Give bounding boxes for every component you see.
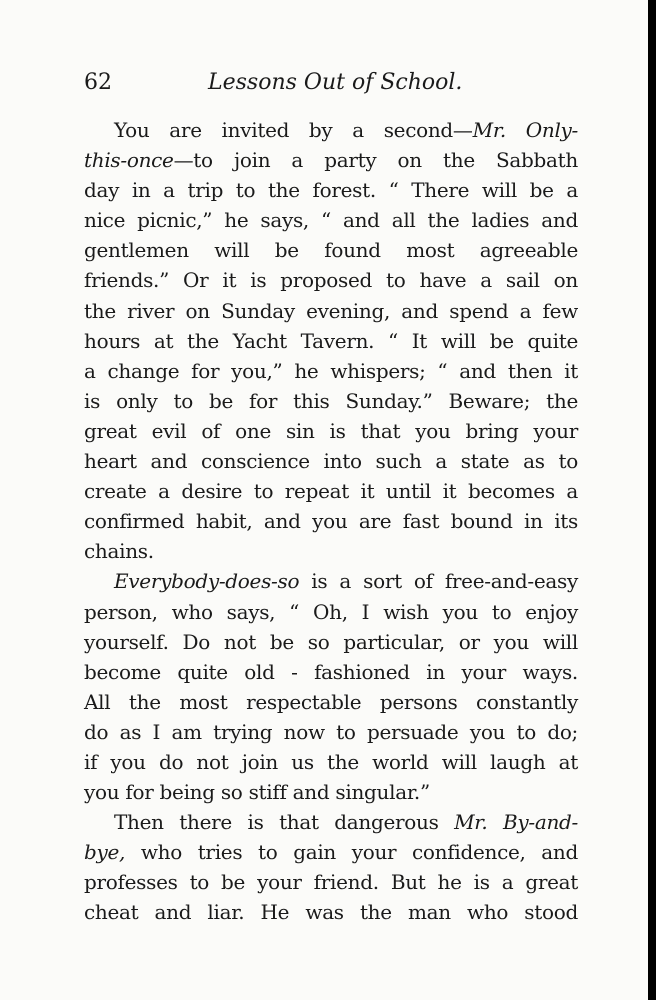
running-head: [84, 64, 574, 104]
line-text: great evil of one sin is that you bring your: [84, 418, 578, 443]
line-text: chains.: [84, 539, 154, 564]
line-text: confirmed habit, and you are fast bound in its: [84, 509, 578, 534]
text-line: [84, 235, 578, 265]
text-line: [84, 296, 578, 326]
text-line: [84, 115, 578, 145]
text-line: [84, 687, 578, 717]
line-text: do as I am trying now to persuade you to do;: [84, 719, 578, 744]
text-line: [84, 446, 578, 476]
line-text: You are invited by a second—: [114, 118, 473, 142]
text-line: [84, 506, 578, 536]
line-text: day in a trip to the forest. “ There will be a: [84, 178, 578, 203]
text-line: [84, 536, 578, 566]
line-text: create a desire to repeat it until it becomes a: [84, 479, 578, 504]
line-text: a change for you,” he whispers; “ and then it: [84, 358, 578, 383]
line-text: is a sort of free-and-easy: [299, 569, 578, 594]
line-text: nice picnic,” he says, “ and all the ladies and: [84, 208, 578, 233]
text-line: [84, 897, 578, 927]
line-text: become quite old - fashioned in your ways.: [84, 659, 578, 684]
text-line: [84, 867, 578, 897]
text-line: [84, 777, 578, 807]
running-title: Lessons Out of School.: [208, 70, 463, 95]
text-line: [84, 627, 578, 657]
line-text: who tries to gain your confidence, and: [125, 840, 578, 865]
text-line: [84, 807, 578, 837]
text-line: [84, 566, 578, 596]
text-line: [84, 717, 578, 747]
italic-phrase: Mr. By-and-: [454, 810, 578, 835]
italic-phrase: Mr. Only-: [472, 118, 578, 142]
line-text: —to join a party on the Sabbath: [173, 148, 578, 173]
text-line: [84, 416, 578, 446]
line-text: friends.” Or it is proposed to have a sail on: [84, 268, 578, 293]
line-text: All the most respectable persons constantly: [84, 689, 578, 714]
text-line: [84, 356, 578, 386]
text-line: [84, 145, 578, 175]
line-text: the river on Sunday evening, and spend a few: [84, 298, 578, 323]
text-line: [84, 205, 578, 235]
line-text: you for being so stiff and singular.”: [84, 780, 430, 805]
text-line: [84, 326, 578, 356]
line-text: cheat and liar. He was the man who stood: [84, 900, 578, 925]
text-line: [84, 265, 578, 295]
text-line: [84, 386, 578, 416]
line-text: is only to be for this Sunday.” Beware; the: [84, 388, 578, 413]
italic-phrase: this-once: [84, 148, 174, 173]
text-line: [84, 747, 578, 777]
line-text: heart and conscience into such a state as to: [84, 449, 578, 474]
italic-phrase: bye,: [84, 840, 126, 865]
line-text: Then there is that dangerous: [114, 810, 455, 835]
line-text: hours at the Yacht Tavern. “ It will be quite: [84, 328, 578, 353]
page-number: 62: [84, 70, 112, 95]
scan-edge: [648, 0, 656, 1000]
text-line: [84, 175, 578, 205]
line-text: yourself. Do not be so particular, or you will: [84, 629, 578, 654]
body-text: [84, 115, 578, 928]
text-line: [84, 837, 578, 867]
text-line: [84, 657, 578, 687]
text-line: [84, 476, 578, 506]
text-line: [84, 597, 578, 627]
italic-phrase: Everybody-does-so: [114, 569, 300, 594]
line-text: if you do not join us the world will laugh at: [84, 749, 578, 774]
line-text: professes to be your friend. But he is a great: [84, 870, 578, 895]
line-text: gentlemen will be found most agreeable: [84, 238, 578, 263]
line-text: person, who says, “ Oh, I wish you to enjoy: [84, 599, 578, 624]
